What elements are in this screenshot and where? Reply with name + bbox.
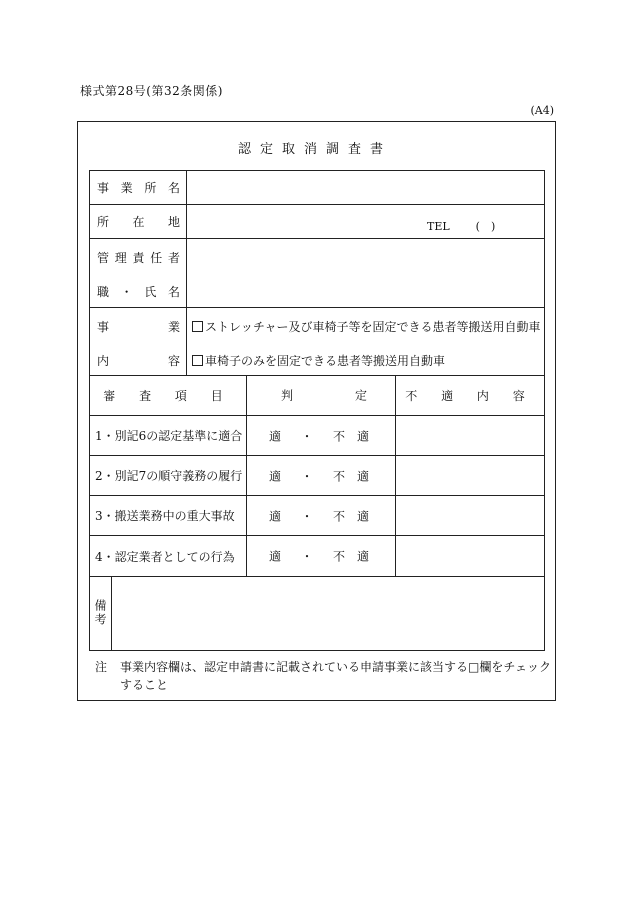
manager-label: 管 理 責 任 者 職 ・ 氏 名 [90,239,187,307]
business-option-stretcher[interactable]: ストレッチャー及び車椅子等を固定できる患者等搬送用自動車 [192,318,541,335]
footnote [95,658,555,694]
col-review-item: 審 査 項 目 [90,375,247,415]
form-table [89,170,545,651]
location-field[interactable] [187,205,545,239]
judgement-cell[interactable]: 適 ・ 不 適 [247,536,396,576]
unfit-content-field[interactable] [396,456,545,496]
checkbox[interactable] [192,321,203,332]
office-name-label: 事 業 所 名 [90,171,187,205]
business-option-wheelchair[interactable]: 車椅子のみを固定できる患者等搬送用自動車 [192,352,445,369]
review-header-row [90,375,545,415]
form-number: 様式第28号(第32条関係) [80,84,223,98]
remarks-field[interactable] [112,576,545,650]
col-unfit-content: 不 適 内 容 [396,375,545,415]
document-title: 認定取消調査書 [237,142,392,157]
manager-row [90,239,545,307]
review-item: 1・別記6の認定基準に適合 [90,416,247,456]
remarks-row [90,576,545,650]
business-label: 事 業 内 容 [90,307,187,375]
unfit-content-field[interactable] [396,536,545,576]
review-item: 3・搬送業務中の重大事故 [90,496,247,536]
judgement-cell[interactable]: 適 ・ 不 適 [247,496,396,536]
office-name-row [90,171,545,205]
review-row [90,416,545,456]
review-row [90,456,545,496]
review-row [90,536,545,576]
business-row [90,307,545,375]
business-options [187,307,545,375]
note-text: 事業内容欄は、認定申請書に記載されている申請事業に該当する□欄をチェックすること [120,660,551,692]
judgement-cell[interactable]: 適 ・ 不 適 [247,416,396,456]
location-label: 所 在 地 [90,205,187,239]
note-mark: 注 [95,660,108,674]
unfit-content-field[interactable] [396,496,545,536]
checkbox[interactable] [192,355,203,366]
remarks-label-cell [90,576,112,650]
paper-size-label: (A4) [530,104,554,117]
manager-field[interactable] [187,239,545,307]
judgement-cell[interactable]: 適 ・ 不 適 [247,456,396,496]
col-judgement: 判 定 [247,375,396,415]
review-item: 2・別記7の順守義務の履行 [90,456,247,496]
review-row [90,496,545,536]
location-row [90,205,545,239]
unfit-content-field[interactable] [396,416,545,456]
remarks-label: 備考 [93,599,107,628]
tel-label: TEL ( ) [427,220,496,234]
office-name-field[interactable] [187,171,545,205]
review-item: 4・認定業者としての行為 [90,536,247,576]
